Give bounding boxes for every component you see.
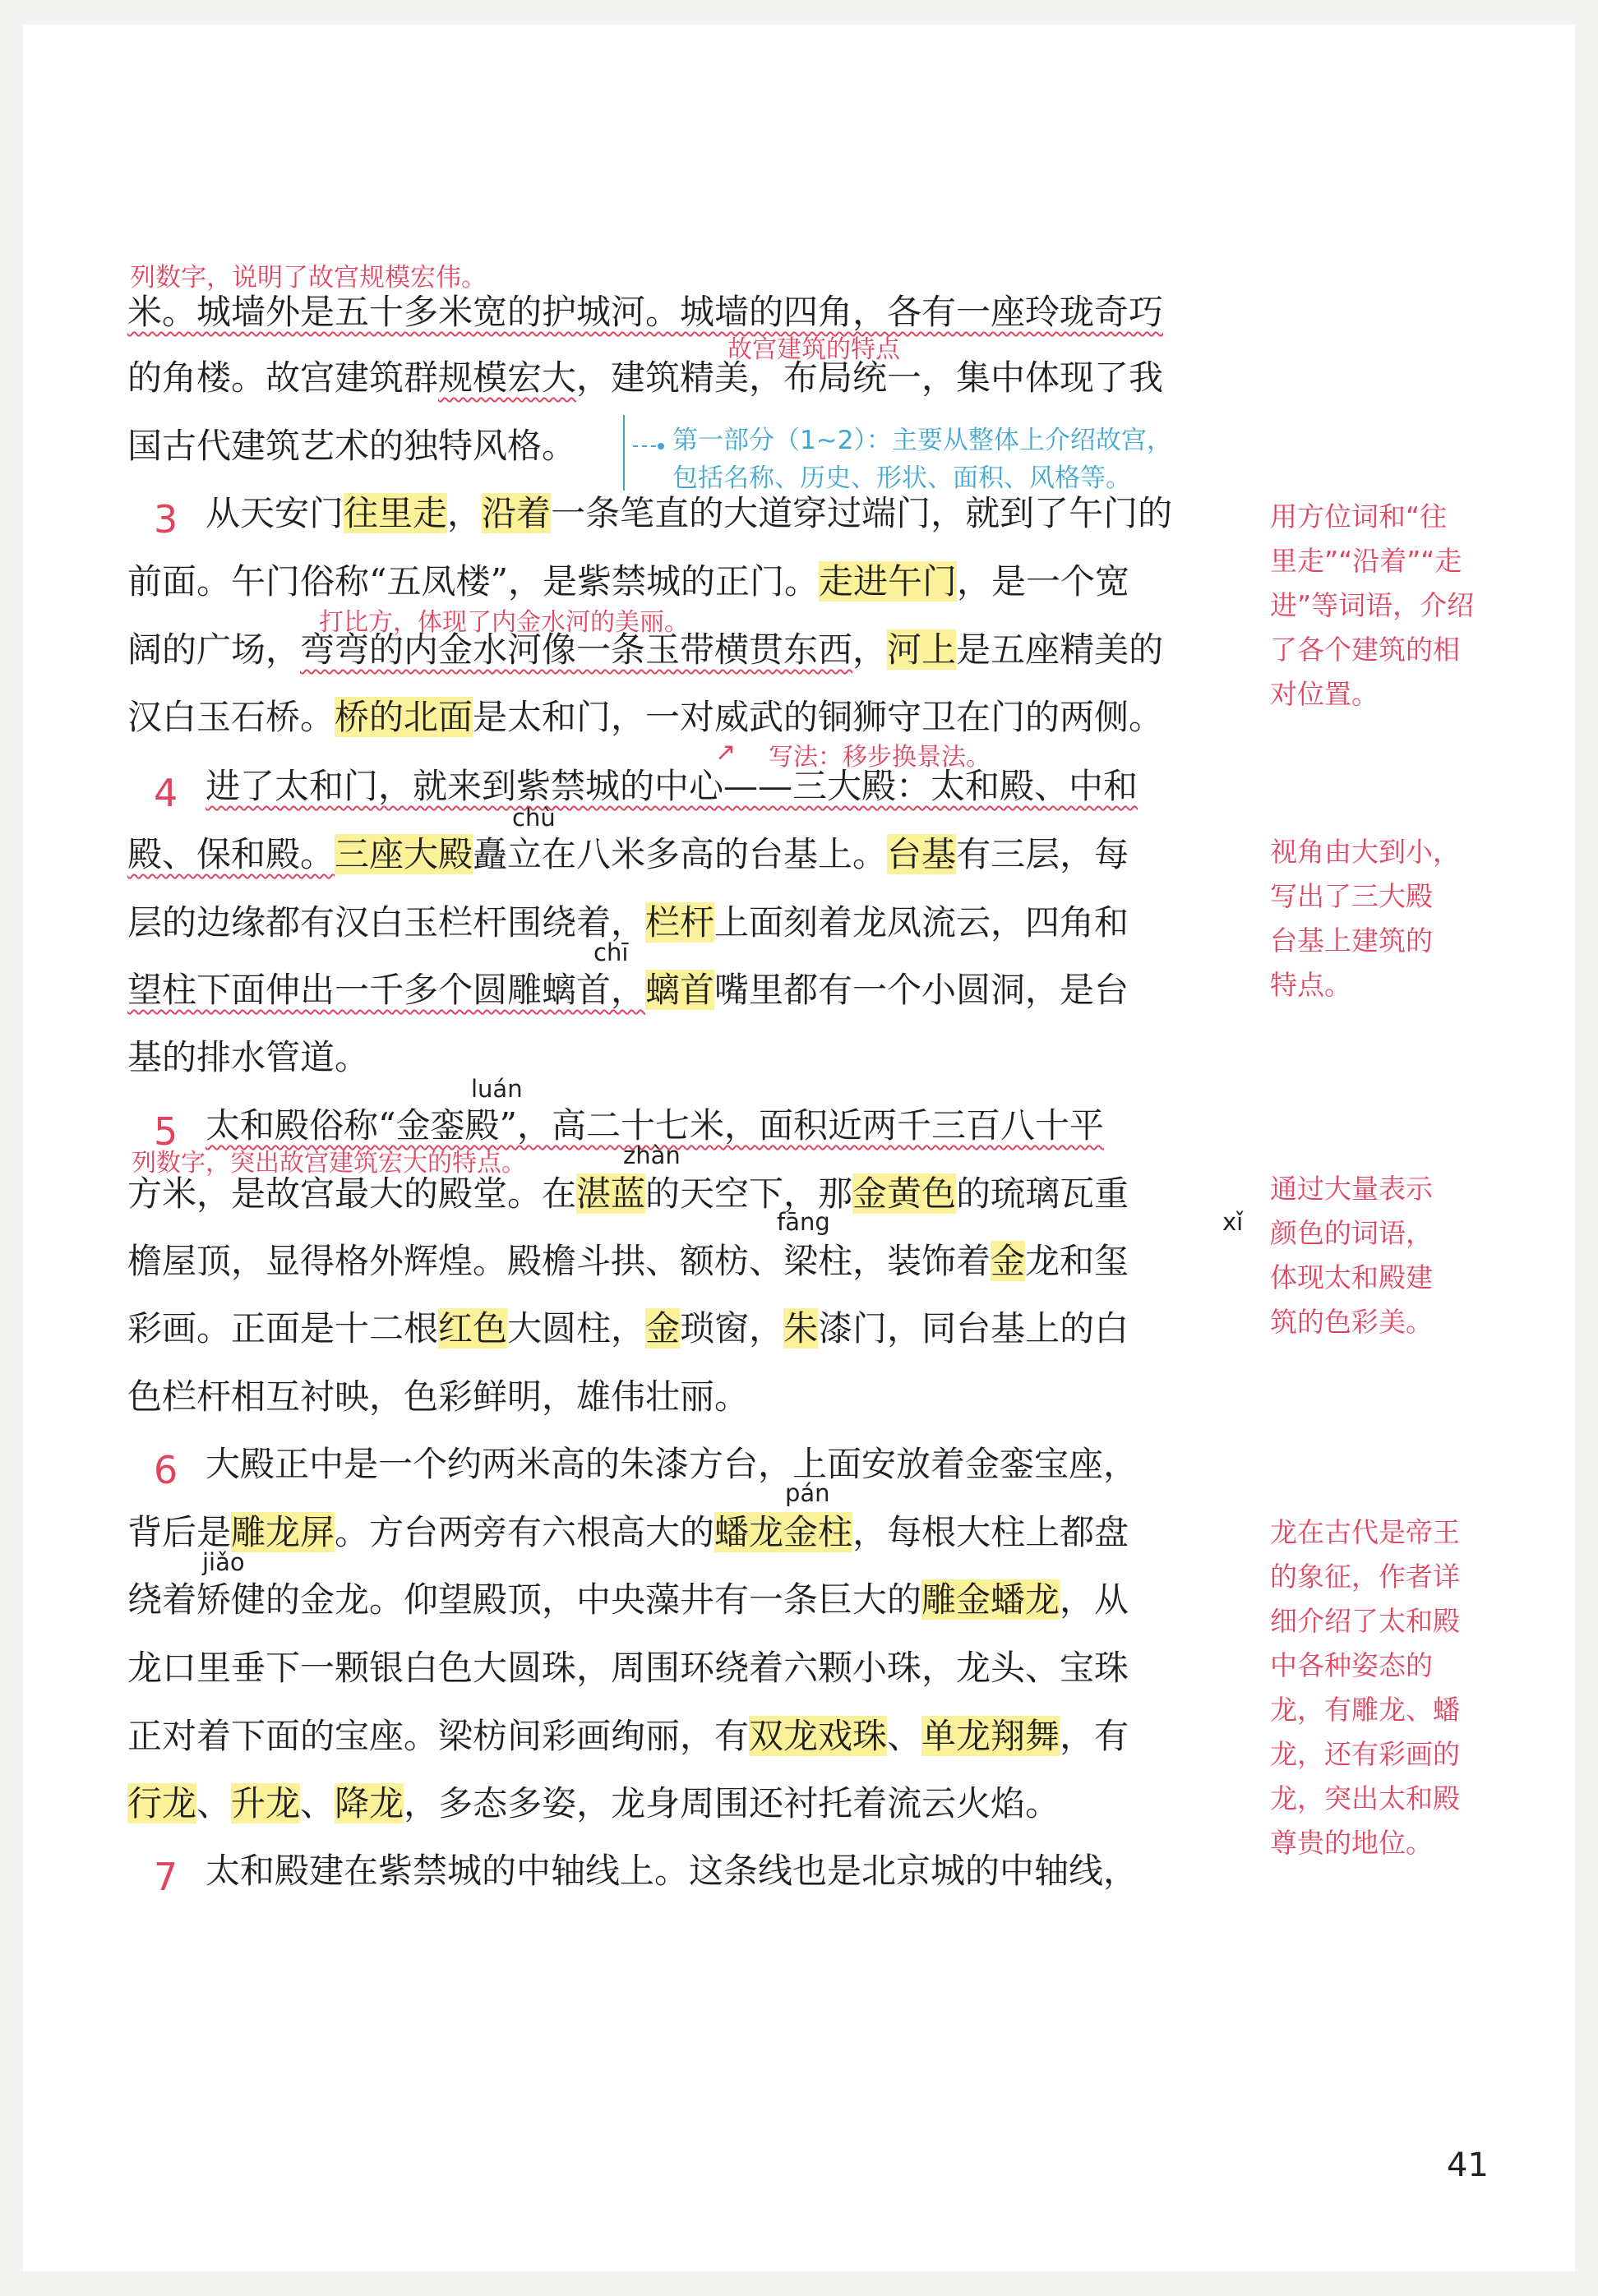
text-line: 龙口里垂下一颗银白色大圆珠，周围环绕着六颗小珠，龙头、宝珠 [127,1648,1129,1688]
text-line: 的角楼。故宫建筑群规模宏大，建筑精美，布局统一，集中体现了我 [127,357,1164,398]
text-line: 望柱下面伸出一千多个圆雕螭首，螭首嘴里都有一个小圆洞，是台 [127,970,1129,1010]
text-line: 檐屋顶，显得格外辉煌。殿檐斗拱、额枋、梁柱，装饰着金龙和玺 [127,1241,1129,1281]
part-one-summary-line1: 第一部分（1~2）：主要从整体上介绍故宫， [672,426,1172,455]
pinyin-chi: chī [593,938,629,966]
text-line: 方米，是故宫最大的殿堂。在湛蓝的天空下，那金黄色的琉璃瓦重 [127,1173,1129,1214]
text-line: 太和殿建在紫禁城的中轴线上。这条线也是北京城的中轴线， [206,1851,1138,1891]
side-note-position-words: 用方位词和“往 里走”“沿着”“走 进”等词语，介绍 了各个建筑的相 对位置。 [1270,500,1475,710]
text-line: 大殿正中是一个约两米高的朱漆方台，上面安放着金銮宝座， [206,1444,1138,1484]
bracket-icon [623,415,635,491]
text-line: 行龙、升龙、降龙，多态多姿，龙身周围还衬托着流云火焰。 [127,1783,1060,1823]
paragraph-number: 6 [154,1448,178,1492]
connector-dot-icon [658,443,664,450]
text-line: 米。城墙外是五十多米宽的护城河。城墙的四角，各有一座玲珑奇巧 [127,292,1164,332]
text-line: 彩画。正面是十二根红色大圆柱，金琐窗，朱漆门，同台基上的白 [127,1308,1129,1349]
side-note-color-words: 通过大量表示 颜色的词语， 体现太和殿建 筑的色彩美。 [1270,1173,1433,1338]
side-note-perspective: 视角由大到小， 写出了三大殿 台基上建筑的 特点。 [1270,836,1460,1001]
text-line: 层的边缘都有汉白玉栏杆围绕着，栏杆上面刻着龙凤流云，四角和 [127,902,1129,943]
text-line: 汉白玉石桥。桥的北面是太和门，一对威武的铜狮守卫在门的两侧。 [127,697,1164,737]
annotation-metaphor: 打比方，体现了内金水河的美丽。 [319,608,689,637]
paragraph-number: 7 [154,1855,178,1899]
annotation-building-features: 故宫建筑的特点 [727,335,900,364]
annotation-list-numbers-2: 列数字，突出故宫建筑宏大的特点。 [132,1149,526,1178]
paragraph-number: 4 [154,771,178,815]
annotation-writing-method: 写法：移步换景法。 [769,743,991,772]
side-note-dragon: 龙在古代是帝王 的象征，作者详 细介绍了太和殿 中各种姿态的 龙，有雕龙、蟠 龙，还有彩画的 龙，突出太和殿 尊贵的地位。 [1270,1516,1460,1859]
text-line: 从天安门往里走，沿着一条笔直的大道穿过端门，就到了午门的 [206,493,1173,533]
pinyin-jiao: jiǎo [202,1548,245,1576]
text-line: 正对着下面的宝座。梁枋间彩画绚丽，有双龙戏珠、单龙翔舞，有 [127,1716,1129,1756]
page-number: 41 [1447,2146,1489,2184]
part-one-summary-line2: 包括名称、历史、形状、面积、风格等。 [672,463,1131,493]
dashed-connector [633,445,656,447]
pinyin-pan: pán [785,1479,830,1507]
paragraph-number: 3 [154,497,178,542]
text-line: 色栏杆相互衬映，色彩鲜明，雄伟壮丽。 [127,1376,750,1417]
pinyin-luan: luán [471,1075,523,1103]
text-line: 国古代建筑艺术的独特风格。 [127,426,577,466]
text-line: 绕着矫健的金龙。仰望殿顶，中央藻井有一条巨大的雕金蟠龙，从 [127,1579,1129,1620]
pinyin-chu: chù [512,804,556,832]
text-line: 前面。午门俗称“五凤楼”，是紫禁城的正门。走进午门，是一个宽 [127,561,1129,602]
arrow-icon: ↗ [715,738,737,767]
text-line: 基的排水管道。 [127,1037,370,1077]
text-line: 太和殿俗称“金銮殿”，高二十七米，面积近两千三百八十平 [206,1105,1104,1146]
paragraph-number: 5 [154,1109,178,1154]
text-line: 阔的广场，弯弯的内金水河像一条玉带横贯东西，河上是五座精美的 [127,629,1164,670]
pinyin-xi: xǐ [1222,1208,1244,1236]
pinyin-fang: fāng [777,1208,830,1236]
pinyin-zhan: zhàn [623,1141,681,1169]
text-line: 殿、保和殿。三座大殿矗立在八米多高的台基上。台基有三层，每 [127,834,1129,874]
annotation-list-numbers-1: 列数字，说明了故宫规模宏伟。 [130,263,487,293]
text-line: 背后是雕龙屏。方台两旁有六根高大的蟠龙金柱，每根大柱上都盘 [127,1512,1129,1552]
text-line: 进了太和门，就来到紫禁城的中心——三大殿：太和殿、中和 [206,766,1138,806]
